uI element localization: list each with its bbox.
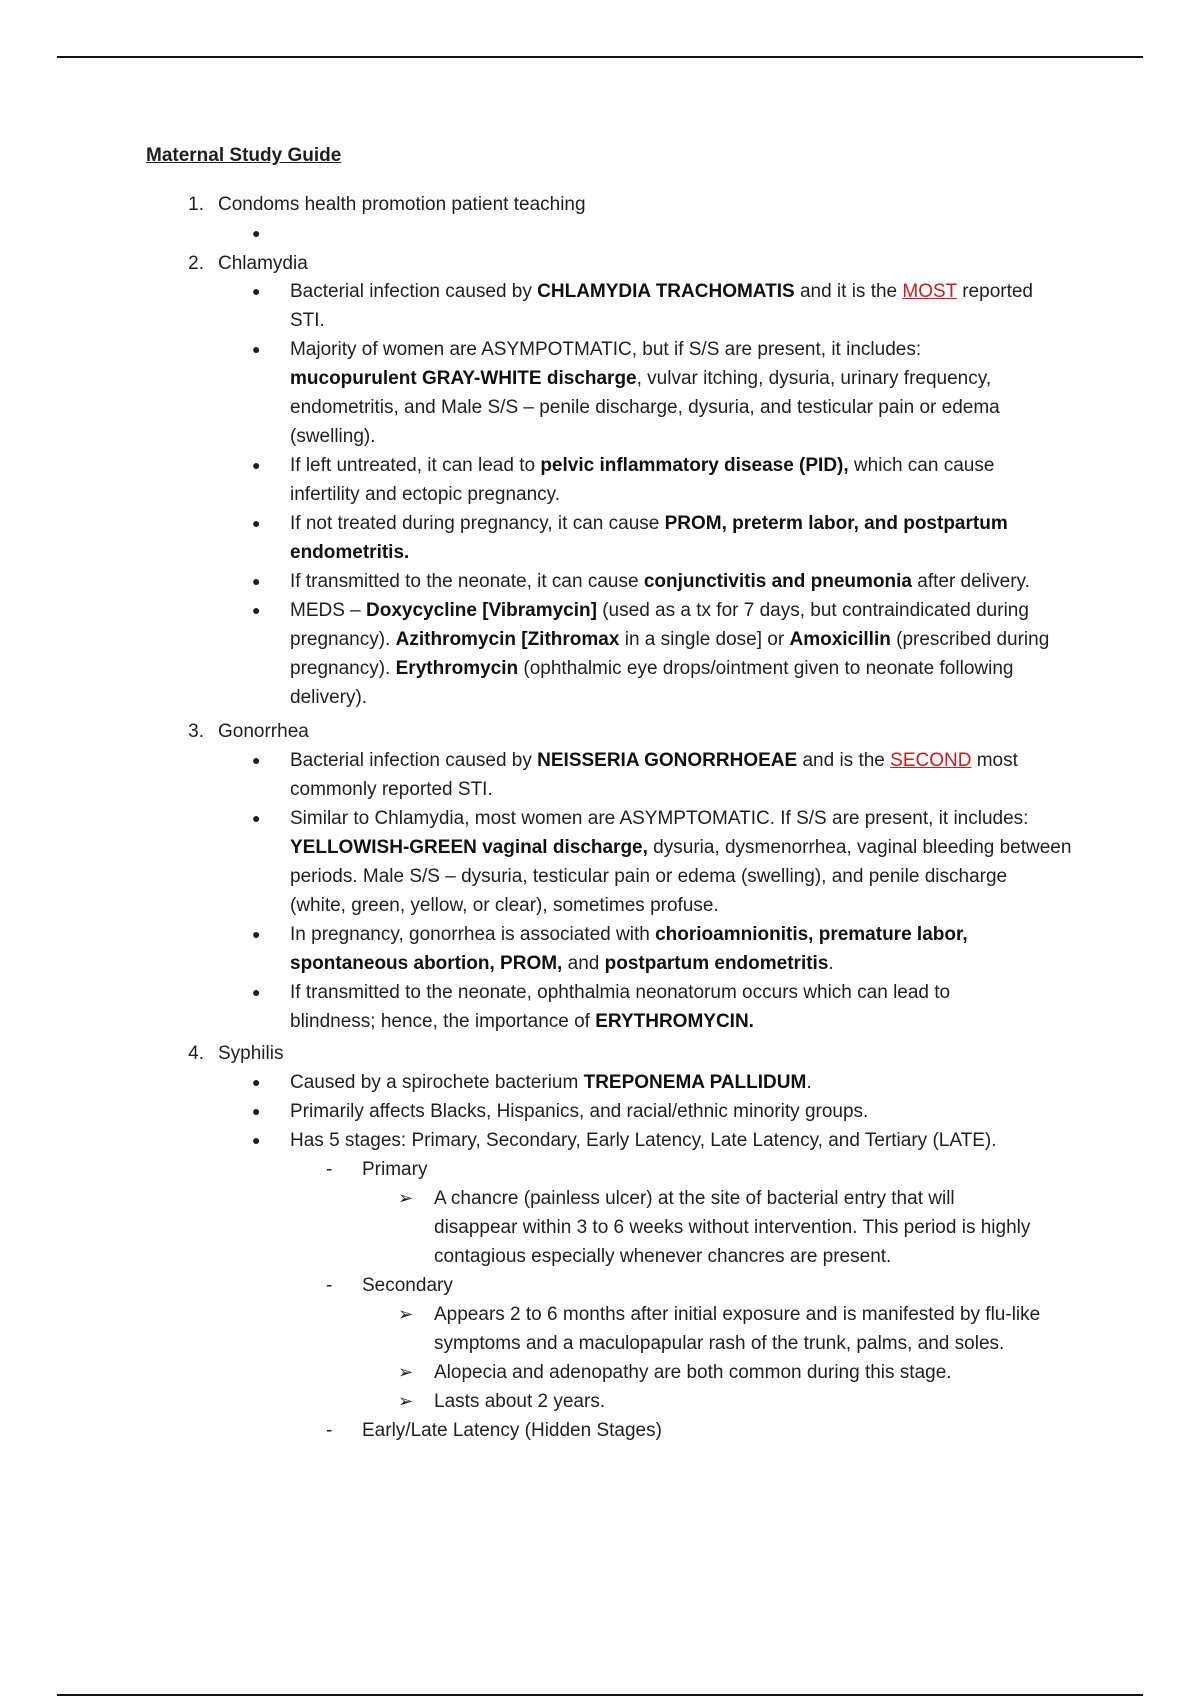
dash-icon: - [326,1159,333,1180]
gonorrhea-bullet-line: YELLOWISH-GREEN vaginal discharge, dysuria, dysmenorrhea, vaginal bleeding between [290,837,1072,858]
section-number: 1. [188,194,204,215]
chlamydia-bullet-line: MEDS – Doxycycline [Vibramycin] (used as a tx for 7 days, but contraindicated during [290,600,1029,621]
chlamydia-bullet-line: infertility and ectopic pregnancy. [290,484,561,505]
chlamydia-bullet-line: If transmitted to the neonate, it can cause conjunctivitis and pneumonia after delivery. [290,571,1030,592]
bottom-rule [57,1694,1143,1696]
section-heading: Condoms health promotion patient teaching [218,194,586,215]
chlamydia-bullet-line: If not treated during pregnancy, it can cause PROM, preterm labor, and postpartum [290,513,1008,534]
bullet-icon: ● [252,984,261,1000]
chlamydia-bullet-line: delivery). [290,687,368,708]
bullet-icon: ● [252,515,261,531]
chlamydia-bullet-line: pregnancy). Erythromycin (ophthalmic eye drops/ointment given to neonate following [290,658,1014,679]
chlamydia-bullet-line: mucopurulent GRAY-WHITE discharge, vulvar itching, dysuria, urinary frequency, [290,368,992,389]
gonorrhea-bullet-line: In pregnancy, gonorrhea is associated with chorioamnionitis, premature labor, [290,924,968,945]
bullet-icon: ● [252,1074,261,1090]
section-heading: Chlamydia [218,253,308,274]
arrow-bullet-icon: ➢ [398,1304,414,1324]
bullet-icon: ● [252,1132,261,1148]
bullet-icon: ● [252,283,261,299]
bullet-icon: ● [252,1103,261,1119]
chlamydia-bullet-line: Majority of women are ASYMPOTMATIC, but if S/S are present, it includes: [290,339,922,360]
stage-detail-line: A chancre (painless ulcer) at the site of bacterial entry that will [434,1188,955,1209]
stage-detail-line: Lasts about 2 years. [434,1391,606,1412]
stage-heading: Secondary [362,1275,453,1296]
dash-icon: - [326,1275,333,1296]
gonorrhea-bullet-line: Bacterial infection caused by NEISSERIA GONORRHOEAE and is the SECOND most [290,750,1018,771]
bullet-icon: ● [252,341,261,357]
section-number: 3. [188,721,204,742]
bullet-icon: ● [252,602,261,618]
bullet-icon: ● [252,573,261,589]
stage-heading: Primary [362,1159,428,1180]
gonorrhea-bullet-line: commonly reported STI. [290,779,493,800]
arrow-bullet-icon: ➢ [398,1391,414,1411]
stage-detail-line: disappear within 3 to 6 weeks without intervention. This period is highly [434,1217,1031,1238]
chlamydia-bullet-line: endometritis, and Male S/S – penile discharge, dysuria, and testicular pain or edema [290,397,1000,418]
section-number: 4. [188,1043,204,1064]
gonorrhea-bullet-line: spontaneous abortion, PROM, and postpartum endometritis. [290,953,834,974]
stage-heading: Early/Late Latency (Hidden Stages) [362,1420,662,1441]
stage-detail-line: Appears 2 to 6 months after initial exposure and is manifested by flu-like [434,1304,1041,1325]
arrow-bullet-icon: ➢ [398,1188,414,1208]
section-number: 2. [188,253,204,274]
syphilis-bullet-line: Has 5 stages: Primary, Secondary, Early Latency, Late Latency, and Tertiary (LATE). [290,1130,997,1151]
gonorrhea-bullet-line: If transmitted to the neonate, ophthalmia neonatorum occurs which can lead to [290,982,951,1003]
section-heading: Syphilis [218,1043,284,1064]
chlamydia-bullet-line: pregnancy). Azithromycin [Zithromax in a single dose] or Amoxicillin (prescribed during [290,629,1050,650]
gonorrhea-bullet-line: blindness; hence, the importance of ERYTHROMYCIN. [290,1011,754,1032]
syphilis-bullet-line: Caused by a spirochete bacterium TREPONEMA PALLIDUM. [290,1072,812,1093]
page-title: Maternal Study Guide [146,145,342,166]
chlamydia-bullet-line: Bacterial infection caused by CHLAMYDIA TRACHOMATIS and it is the MOST reported [290,281,1033,302]
section-heading: Gonorrhea [218,721,309,742]
stage-detail-line: Alopecia and adenopathy are both common during this stage. [434,1362,952,1383]
stage-detail-line: symptoms and a maculopapular rash of the trunk, palms, and soles. [434,1333,1005,1354]
top-rule [57,56,1143,58]
bullet-icon: ● [252,926,261,942]
chlamydia-bullet-line: If left untreated, it can lead to pelvic inflammatory disease (PID), which can cause [290,455,995,476]
bullet-icon: ● [252,225,261,241]
stage-detail-line: contagious especially whenever chancres are present. [434,1246,892,1267]
gonorrhea-bullet-line: periods. Male S/S – dysuria, testicular pain or edema (swelling), and penile discharge [290,866,1008,887]
bullet-icon: ● [252,457,261,473]
dash-icon: - [326,1420,333,1441]
gonorrhea-bullet-line: (white, green, yellow, or clear), sometimes profuse. [290,895,719,916]
gonorrhea-bullet-line: Similar to Chlamydia, most women are ASYMPTOMATIC. If S/S are present, it includes: [290,808,1029,829]
arrow-bullet-icon: ➢ [398,1362,414,1382]
chlamydia-bullet-line: endometritis. [290,542,410,563]
syphilis-bullet-line: Primarily affects Blacks, Hispanics, and racial/ethnic minority groups. [290,1101,869,1122]
bullet-icon: ● [252,810,261,826]
chlamydia-bullet-line: (swelling). [290,426,376,447]
chlamydia-bullet-line: STI. [290,310,325,331]
bullet-icon: ● [252,752,261,768]
